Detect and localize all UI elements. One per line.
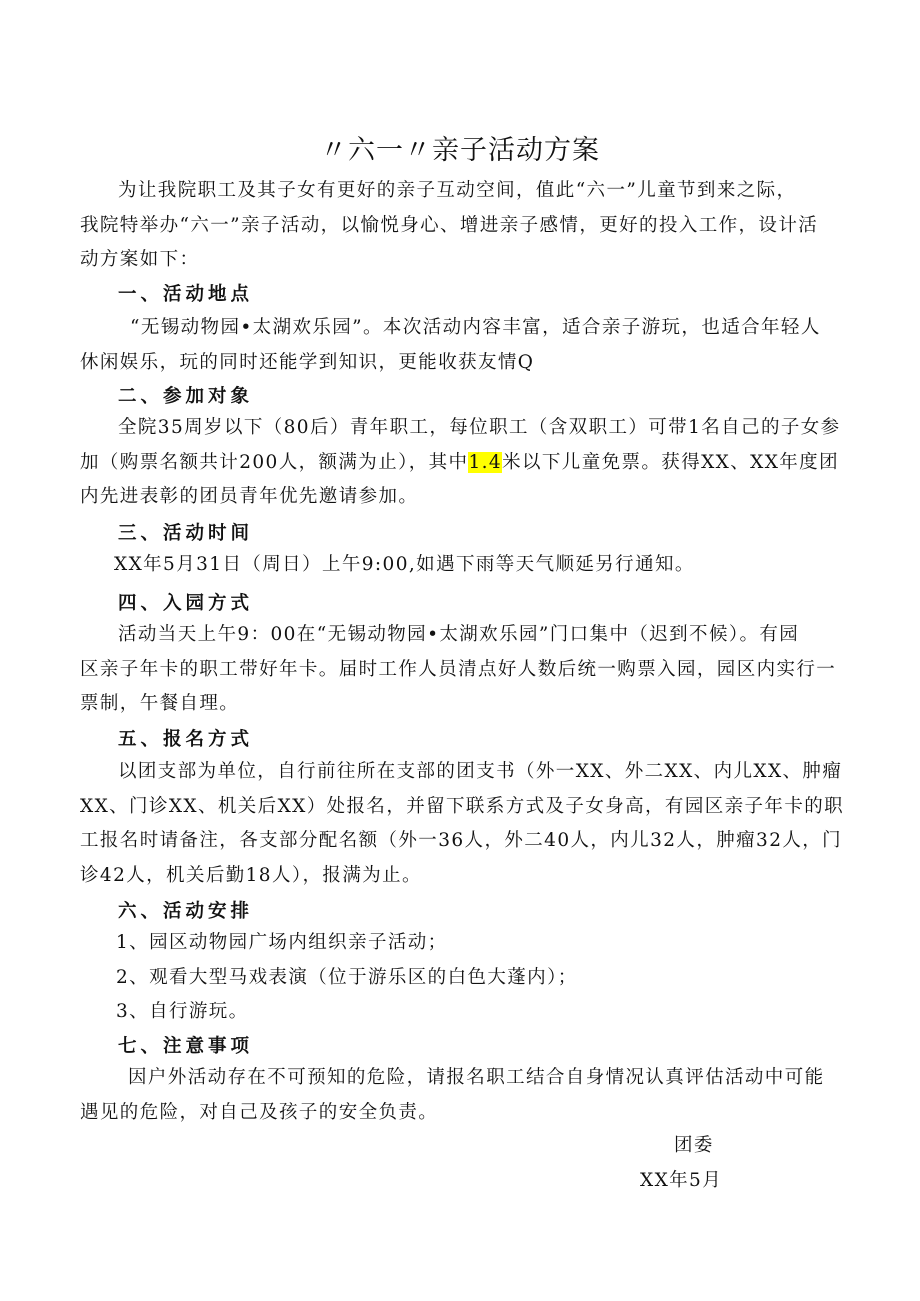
notes-paragraph bbox=[80, 1061, 840, 1130]
paragraph-line: “无锡动物园•太湖欢乐园”。本次活动内容丰富，适合亲子游玩，也适合年轻人 bbox=[130, 317, 821, 338]
paragraph-line: XX年5月31日（周日）上午9:00,如遇下雨等天气顺延另行通知。 bbox=[114, 554, 695, 575]
paragraph-line: 票制，午餐自理。 bbox=[80, 693, 240, 715]
signature-org: 团委 bbox=[674, 1135, 714, 1156]
section-heading-time: 三、活动时间 bbox=[118, 523, 254, 544]
paragraph-line: 以团支部为单位，自行前往所在支部的团支书（外一XX、外二XX、内儿XX、肿瘤 bbox=[118, 761, 843, 782]
section-heading-notes: 七、注意事项 bbox=[118, 1036, 254, 1057]
section-heading-participants: 二、参加对象 bbox=[118, 386, 254, 407]
paragraph-line: XX、门诊XX、机关后XX）处报名，并留下联系方式及子女身高，有园区亲子年卡的职 bbox=[80, 795, 845, 817]
paragraph-line: 全院35周岁以下（80后）青年职工，每位职工（含双职工）可带1名自己的子女参 bbox=[118, 417, 841, 438]
list-item: 1、园区动物园广场内组织亲子活动； bbox=[116, 932, 448, 953]
section-heading-registration: 五、报名方式 bbox=[118, 729, 254, 750]
schedule-list bbox=[80, 926, 840, 1030]
paragraph-line: 遇见的危险，对自己及孩子的安全负责。 bbox=[80, 1101, 439, 1123]
entry-paragraph bbox=[80, 618, 840, 722]
section-heading-schedule: 六、活动安排 bbox=[118, 901, 254, 922]
document-title: 〃六一〃亲子活动方案 bbox=[320, 135, 600, 166]
paragraph-line: 诊42人，机关后勤18人），报满为止。 bbox=[80, 864, 422, 886]
paragraph-text: 加（购票名额共计200人，额满为止），其中 bbox=[80, 451, 469, 473]
time-paragraph bbox=[80, 548, 840, 583]
registration-paragraph bbox=[80, 755, 845, 893]
paragraph-line bbox=[80, 446, 840, 481]
paragraph-line: 活动当天上午9：00在“无锡动物园•太湖欢乐园”门口集中（迟到不候）。有园 bbox=[118, 624, 800, 645]
intro-line: 动方案如下： bbox=[80, 249, 200, 271]
list-item: 3、自行游玩。 bbox=[116, 1001, 249, 1023]
list-item: 2、观看大型马戏表演（位于游乐区的白色大蓬内）； bbox=[116, 966, 578, 988]
section-heading-entry: 四、入园方式 bbox=[118, 593, 254, 614]
paragraph-line: 休闲娱乐，玩的同时还能学到知识，更能收获友情Q bbox=[80, 351, 535, 373]
signature-date: XX年5月 bbox=[640, 1170, 723, 1191]
paragraph-line: 内先进表彰的团员青年优先邀请参加。 bbox=[80, 486, 419, 508]
section-heading-location: 一、活动地点 bbox=[118, 284, 254, 305]
paragraph-text: 米以下儿童免票。获得XX、XX年度团 bbox=[502, 451, 839, 473]
intro-line: 我院特举办“六一”亲子活动，以愉悦身心、增进亲子感情，更好的投入工作，设计活 bbox=[80, 214, 819, 236]
participants-paragraph bbox=[80, 411, 840, 515]
highlighted-height: 1.4 bbox=[468, 451, 503, 473]
paragraph-line: 区亲子年卡的职工带好年卡。届时工作人员清点好人数后统一购票入园，园区内实行一 bbox=[80, 658, 837, 680]
paragraph-line: 因户外活动存在不可预知的危险，请报名职工结合自身情况认真评估活动中可能 bbox=[128, 1067, 825, 1088]
location-paragraph bbox=[80, 311, 840, 380]
intro-line: 为让我院职工及其子女有更好的亲子互动空间，值此“六一”儿童节到来之际， bbox=[118, 180, 797, 201]
paragraph-line: 工报名时请备注，各支部分配名额（外一36人，外二40人，内儿32人，肿瘤32人，门 bbox=[80, 830, 843, 852]
intro-paragraph bbox=[80, 174, 840, 278]
